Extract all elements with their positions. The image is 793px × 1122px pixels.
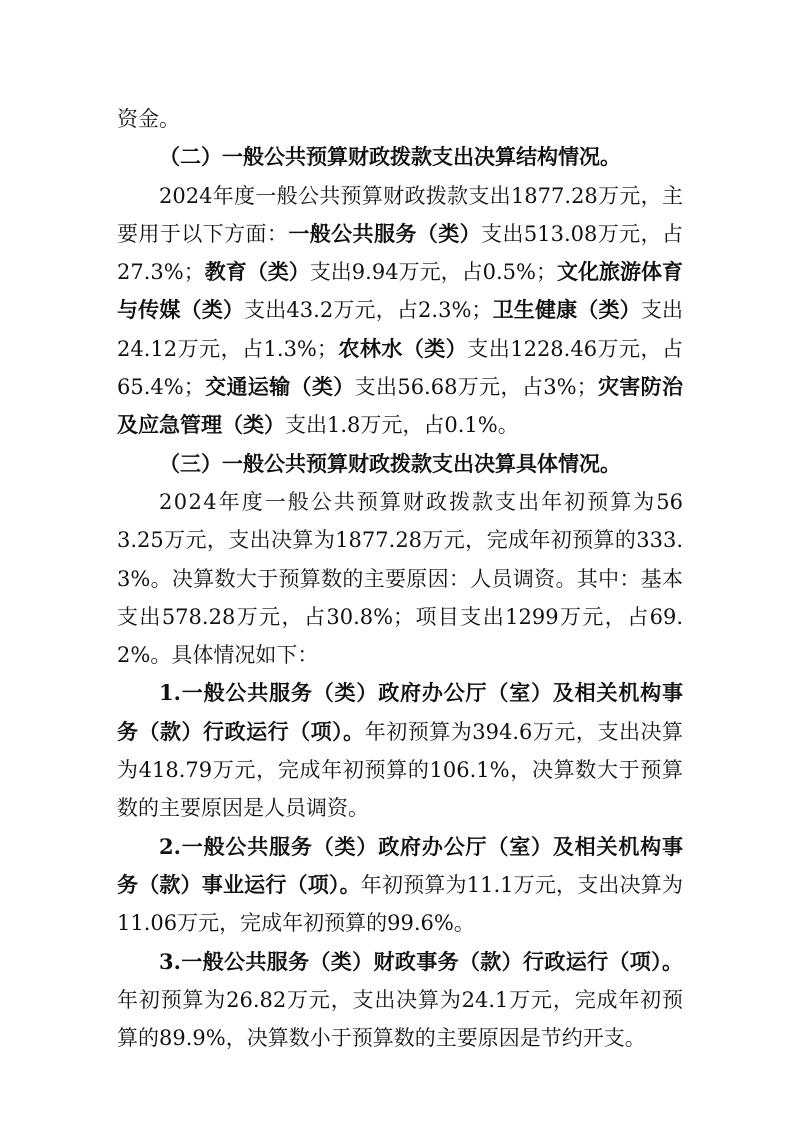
item-1 (117, 674, 683, 827)
category-health-value: 支出24.12万元，占1.3%； (117, 298, 684, 361)
specific-paragraph-rest: 563.25万元，支出决算为1877.28万元，完成年初预算的333.3%。决算数大于预算数的主要原因：人员调资。其中：基本支出578.28万元，占30.8%；项目支出1299万元，占69.2%。具体情况如下： (117, 489, 683, 668)
structure-intro-text: 2024年度一般公共预算财政拨款支出1877.28万元，主要用于以下方面： (117, 183, 683, 246)
document-body (117, 100, 683, 1057)
section-heading-2-text: （二）一般公共预算财政拨款支出决算结构情况。 (159, 144, 621, 170)
item-2 (117, 828, 683, 943)
specific-paragraph-first-line: 2024年度一般公共预算财政拨款支出年初预算为 (159, 489, 657, 514)
item-2-title: 2.一般公共服务（类）政府办公厅（室）及相关机构事务（款）事业运行（项）。 (117, 833, 683, 897)
structure-paragraph (117, 177, 683, 445)
category-education: 教育（类） (204, 259, 310, 285)
category-general-public-services-value: 支出513.08万元，占27.3%； (117, 221, 684, 285)
category-health: 卫生健康（类） (492, 297, 641, 323)
section-heading-3 (117, 445, 683, 483)
item-1-title: 1.一般公共服务（类）政府办公厅（室）及相关机构事务（款）行政运行（项）。 (117, 680, 683, 744)
specific-paragraph (117, 483, 683, 674)
section-heading-3-text: （三）一般公共预算财政拨款支出决算具体情况。 (159, 450, 621, 476)
category-culture-tourism-sports-media: 文化旅游体育与传媒（类） (117, 259, 684, 323)
category-agriculture-forestry-water-value: 支出1228.46万元，占65.4%； (117, 336, 683, 400)
item-1-text: 年初预算为394.6万元，支出决算为418.79万元，完成年初预算的106.1%，决算数大于预算数的主要原因是人员调资。 (117, 719, 683, 821)
item-3 (117, 943, 683, 1058)
category-disaster-emergency-management: 灾害防治及应急管理（类） (117, 374, 684, 438)
item-3-text: 年初预算为26.82万元，支出决算为24.1万元，完成年初预算的89.9%，决算数小于预算数的主要原因是节约开支。 (117, 987, 683, 1051)
section-heading-2 (117, 138, 683, 176)
category-disaster-emergency-management-value: 支出1.8万元，占0.1%。 (285, 413, 519, 438)
continuation-text: 资金。 (117, 107, 180, 131)
category-education-value: 支出9.94万元，占0.5%； (309, 260, 557, 285)
item-2-text: 年初预算为11.1万元，支出决算为11.06万元，完成年初预算的99.6%。 (117, 872, 683, 936)
category-transportation-value: 支出56.68万元，占3%； (354, 375, 598, 400)
category-agriculture-forestry-water: 农林水（类） (337, 335, 468, 361)
category-general-public-services: 一般公共服务（类） (288, 220, 482, 246)
category-transportation: 交通运输（类） (204, 374, 355, 400)
paragraph-continuation (117, 100, 683, 138)
item-3-title: 3.一般公共服务（类）财政事务（款）行政运行（项）。 (159, 948, 683, 974)
category-culture-tourism-sports-media-value: 支出43.2万元，占2.3%； (244, 298, 493, 323)
